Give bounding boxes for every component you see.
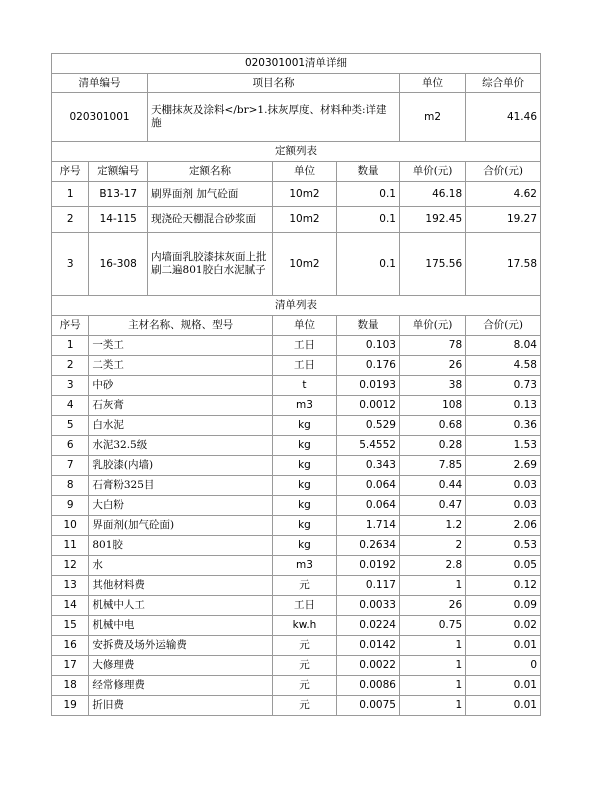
- material-unit: 元: [272, 656, 336, 676]
- material-no: 8: [52, 476, 89, 496]
- material-unit: kg: [272, 456, 336, 476]
- material-total: 0.36: [466, 416, 541, 436]
- quota-row: [52, 233, 541, 296]
- material-total: 8.04: [466, 336, 541, 356]
- quota-total: 19.27: [466, 207, 541, 233]
- material-header-total: 合价(元): [466, 316, 541, 336]
- material-price: 1: [399, 656, 465, 676]
- quota-header-no: 序号: [52, 162, 89, 182]
- material-price: 108: [399, 396, 465, 416]
- material-qty: 5.4552: [337, 436, 400, 456]
- material-total: 1.53: [466, 436, 541, 456]
- material-total: 0.12: [466, 576, 541, 596]
- material-unit: m3: [272, 396, 336, 416]
- bill-code: 020301001: [52, 93, 148, 142]
- material-total: 0: [466, 656, 541, 676]
- material-name: 一类工: [89, 336, 273, 356]
- material-no: 6: [52, 436, 89, 456]
- material-total: 0.05: [466, 556, 541, 576]
- material-qty: 0.0012: [337, 396, 400, 416]
- material-unit: 工日: [272, 356, 336, 376]
- quota-name: 刷界面剂 加气砼面: [148, 182, 273, 207]
- quota-total: 17.58: [466, 233, 541, 296]
- material-no: 16: [52, 636, 89, 656]
- bill-unit-price: 41.46: [466, 93, 541, 142]
- material-price: 26: [399, 356, 465, 376]
- material-no: 1: [52, 336, 89, 356]
- material-price: 0.44: [399, 476, 465, 496]
- quota-header-total: 合价(元): [466, 162, 541, 182]
- material-qty: 0.0022: [337, 656, 400, 676]
- header-item-name: 项目名称: [148, 74, 400, 93]
- material-row: [52, 556, 541, 576]
- material-row: [52, 356, 541, 376]
- material-row: [52, 476, 541, 496]
- material-name: 机械中电: [89, 616, 273, 636]
- material-price: 1: [399, 676, 465, 696]
- quota-header-name: 定额名称: [148, 162, 273, 182]
- material-qty: 0.0075: [337, 696, 400, 716]
- material-no: 11: [52, 536, 89, 556]
- material-qty: 0.0192: [337, 556, 400, 576]
- material-name: 水泥32.5级: [89, 436, 273, 456]
- material-price: 26: [399, 596, 465, 616]
- material-row: [52, 676, 541, 696]
- material-header-qty: 数量: [337, 316, 400, 336]
- material-price: 7.85: [399, 456, 465, 476]
- material-unit: kg: [272, 536, 336, 556]
- material-price: 1: [399, 696, 465, 716]
- material-row: [52, 416, 541, 436]
- material-name: 石膏粉325目: [89, 476, 273, 496]
- material-total: 0.03: [466, 476, 541, 496]
- material-unit: 工日: [272, 336, 336, 356]
- quota-qty: 0.1: [337, 207, 400, 233]
- quota-header-qty: 数量: [337, 162, 400, 182]
- material-qty: 0.0193: [337, 376, 400, 396]
- material-price: 78: [399, 336, 465, 356]
- material-price: 1: [399, 576, 465, 596]
- material-total: 2.06: [466, 516, 541, 536]
- material-row: [52, 396, 541, 416]
- material-name: 经常修理费: [89, 676, 273, 696]
- material-no: 15: [52, 616, 89, 636]
- quota-name: 内墙面乳胶漆抹灰面上批刷二遍801胶白水泥腻子: [148, 233, 273, 296]
- material-name: 界面剂(加气砼面): [89, 516, 273, 536]
- material-header-unit: 单位: [272, 316, 336, 336]
- quota-header-unit: 单位: [272, 162, 336, 182]
- quota-no: 1: [52, 182, 89, 207]
- material-qty: 0.064: [337, 476, 400, 496]
- material-row: [52, 576, 541, 596]
- quota-header-code: 定额编号: [89, 162, 148, 182]
- material-price: 2: [399, 536, 465, 556]
- material-row: [52, 536, 541, 556]
- material-qty: 1.714: [337, 516, 400, 536]
- bill-detail-table: [51, 53, 541, 716]
- material-row: [52, 456, 541, 476]
- material-name: 安拆费及场外运输费: [89, 636, 273, 656]
- header-code: 清单编号: [52, 74, 148, 93]
- material-unit: 元: [272, 676, 336, 696]
- quota-no: 2: [52, 207, 89, 233]
- material-qty: 0.529: [337, 416, 400, 436]
- material-row: [52, 376, 541, 396]
- material-price: 0.68: [399, 416, 465, 436]
- material-unit: m3: [272, 556, 336, 576]
- header-unit-price: 综合单价: [466, 74, 541, 93]
- header-unit: 单位: [399, 74, 465, 93]
- material-unit: kg: [272, 496, 336, 516]
- material-name: 机械中人工: [89, 596, 273, 616]
- material-row: [52, 656, 541, 676]
- quota-unit: 10m2: [272, 182, 336, 207]
- material-no: 19: [52, 696, 89, 716]
- material-unit: t: [272, 376, 336, 396]
- material-qty: 0.0086: [337, 676, 400, 696]
- material-total: 0.73: [466, 376, 541, 396]
- material-header-name: 主材名称、规格、型号: [89, 316, 273, 336]
- material-header-price: 单价(元): [399, 316, 465, 336]
- material-name: 石灰膏: [89, 396, 273, 416]
- material-no: 12: [52, 556, 89, 576]
- material-unit: 元: [272, 636, 336, 656]
- material-total: 2.69: [466, 456, 541, 476]
- quota-total: 4.62: [466, 182, 541, 207]
- quota-price: 46.18: [399, 182, 465, 207]
- quota-code: 14-115: [89, 207, 148, 233]
- quota-no: 3: [52, 233, 89, 296]
- material-no: 13: [52, 576, 89, 596]
- material-row: [52, 616, 541, 636]
- material-no: 10: [52, 516, 89, 536]
- material-name: 水: [89, 556, 273, 576]
- material-total: 0.01: [466, 676, 541, 696]
- bill-item-name: 天棚抹灰及涂料</br>1.抹灰厚度、材料种类:详建施: [148, 93, 400, 142]
- material-qty: 0.064: [337, 496, 400, 516]
- material-total: 0.53: [466, 536, 541, 556]
- material-total: 0.09: [466, 596, 541, 616]
- quota-price: 192.45: [399, 207, 465, 233]
- material-row: [52, 596, 541, 616]
- material-qty: 0.176: [337, 356, 400, 376]
- material-price: 1.2: [399, 516, 465, 536]
- material-row: [52, 496, 541, 516]
- quota-row: [52, 207, 541, 233]
- material-header-no: 序号: [52, 316, 89, 336]
- material-qty: 0.0224: [337, 616, 400, 636]
- material-header-row: [52, 316, 541, 336]
- material-row: [52, 696, 541, 716]
- material-total: 0.03: [466, 496, 541, 516]
- quota-qty: 0.1: [337, 182, 400, 207]
- material-qty: 0.0142: [337, 636, 400, 656]
- material-name: 二类工: [89, 356, 273, 376]
- material-total: 0.01: [466, 696, 541, 716]
- material-unit: kg: [272, 516, 336, 536]
- quota-code: 16-308: [89, 233, 148, 296]
- material-total: 0.01: [466, 636, 541, 656]
- material-price: 0.28: [399, 436, 465, 456]
- material-row: [52, 436, 541, 456]
- material-no: 14: [52, 596, 89, 616]
- quota-header-price: 单价(元): [399, 162, 465, 182]
- material-no: 7: [52, 456, 89, 476]
- quota-price: 175.56: [399, 233, 465, 296]
- material-row: [52, 636, 541, 656]
- material-name: 大修理费: [89, 656, 273, 676]
- material-qty: 0.2634: [337, 536, 400, 556]
- material-unit: kg: [272, 476, 336, 496]
- material-qty: 0.0033: [337, 596, 400, 616]
- material-unit: kg: [272, 416, 336, 436]
- material-total: 0.02: [466, 616, 541, 636]
- material-price: 0.47: [399, 496, 465, 516]
- material-unit: 元: [272, 576, 336, 596]
- material-name: 乳胶漆(内墙): [89, 456, 273, 476]
- sheet-title: 020301001清单详细: [52, 54, 541, 74]
- material-name: 801胶: [89, 536, 273, 556]
- material-row: [52, 516, 541, 536]
- material-no: 9: [52, 496, 89, 516]
- quota-name: 现浇砼天棚混合砂浆面: [148, 207, 273, 233]
- material-qty: 0.117: [337, 576, 400, 596]
- material-unit: 工日: [272, 596, 336, 616]
- quota-row: [52, 182, 541, 207]
- material-total: 4.58: [466, 356, 541, 376]
- quota-code: B13-17: [89, 182, 148, 207]
- quota-section-title: 定额列表: [52, 142, 541, 162]
- material-price: 0.75: [399, 616, 465, 636]
- material-name: 中砂: [89, 376, 273, 396]
- quota-unit: 10m2: [272, 207, 336, 233]
- material-no: 18: [52, 676, 89, 696]
- material-qty: 0.343: [337, 456, 400, 476]
- material-price: 1: [399, 636, 465, 656]
- material-name: 大白粉: [89, 496, 273, 516]
- material-no: 2: [52, 356, 89, 376]
- material-unit: kw.h: [272, 616, 336, 636]
- quota-qty: 0.1: [337, 233, 400, 296]
- material-no: 4: [52, 396, 89, 416]
- material-no: 17: [52, 656, 89, 676]
- quota-unit: 10m2: [272, 233, 336, 296]
- material-total: 0.13: [466, 396, 541, 416]
- material-row: [52, 336, 541, 356]
- material-unit: 元: [272, 696, 336, 716]
- quota-header-row: [52, 162, 541, 182]
- material-section-title: 清单列表: [52, 296, 541, 316]
- material-name: 白水泥: [89, 416, 273, 436]
- material-price: 38: [399, 376, 465, 396]
- material-qty: 0.103: [337, 336, 400, 356]
- material-no: 5: [52, 416, 89, 436]
- material-no: 3: [52, 376, 89, 396]
- material-price: 2.8: [399, 556, 465, 576]
- material-unit: kg: [272, 436, 336, 456]
- material-name: 折旧费: [89, 696, 273, 716]
- material-name: 其他材料费: [89, 576, 273, 596]
- bill-unit: m2: [399, 93, 465, 142]
